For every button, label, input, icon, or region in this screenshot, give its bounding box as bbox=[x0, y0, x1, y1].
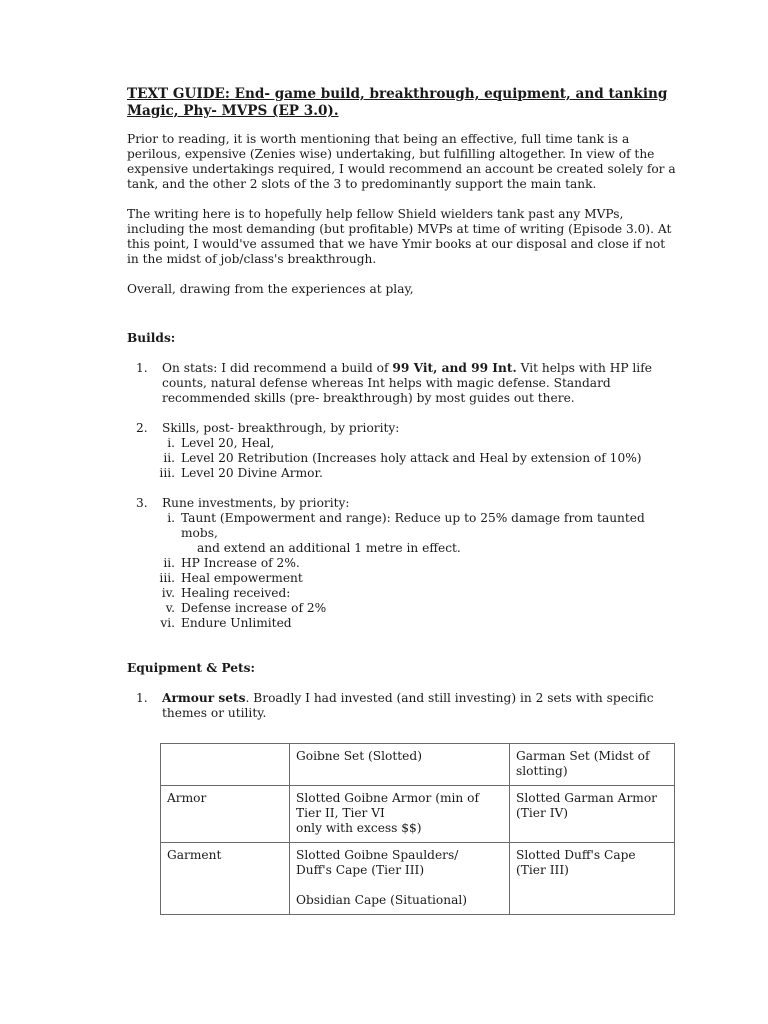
overall-paragraph: Overall, drawing from the experiences at play, bbox=[127, 282, 414, 296]
table-row: Armor Slotted Goibne Armor (min of Tier II, Tier VI only with excess $$) Slotted Garman Armor (Tier IV) bbox=[161, 786, 675, 843]
intro-paragraph: Prior to reading, it is worth mentioning that being an effective, full time tank is a perilous, expensive (Zenies wise) undertaking, but fulfilling altogether. In view of the expensive undertakings required, I would recommend an account be created solely for a tank, and the other 2 slots of the 3 to predominantly support the main tank. bbox=[127, 132, 676, 191]
list-item: iii. Heal empowerment bbox=[159, 571, 303, 585]
list-item: iii. Level 20 Divine Armor. bbox=[159, 466, 323, 480]
builds-heading: Builds: bbox=[127, 331, 176, 345]
list-item: i. Taunt (Empowerment and range): Reduce up to 25% damage from taunted mobs, and extend an additional 1 metre in effect. bbox=[167, 511, 645, 555]
list-item: 2. Skills, post- breakthrough, by priority: i. Level 20, Heal, ii. Level 20 Retribution (Increases holy attack and Heal by extension of 10%) iii. Level 20 Divine Armor. bbox=[127, 421, 679, 481]
list-item: i. Level 20, Heal, bbox=[167, 436, 275, 450]
list-item: 3. Rune investments, by priority: i. Taunt (Empowerment and range): Reduce up to 25% damage from taunted mobs, and extend an additional 1 metre in effect. ii. HP Increase of 2%. iii. Heal empowerment iv. Healing received: v. Defense increase of 2% vi. Endure Unlimited bbox=[127, 496, 679, 631]
document-title: TEXT GUIDE: End- game build, breakthrough, equipment, and tanking Magic, Phy- MVPS (EP 3.0). bbox=[127, 86, 668, 119]
equipment-heading: Equipment & Pets: bbox=[127, 661, 256, 675]
list-item: ii. Level 20 Retribution (Increases holy attack and Heal by extension of 10%) bbox=[163, 451, 642, 465]
document-page bbox=[127, 86, 679, 915]
builds-list bbox=[127, 361, 679, 631]
list-item: ii. HP Increase of 2%. bbox=[163, 556, 300, 570]
equipment-list bbox=[127, 691, 679, 721]
skills-sublist bbox=[127, 436, 679, 481]
armour-sets-table bbox=[160, 743, 675, 915]
list-item: v. Defense increase of 2% bbox=[165, 601, 327, 615]
purpose-paragraph: The writing here is to hopefully help fellow Shield wielders tank past any MVPs, including the most demanding (but profitable) MVPs at time of writing (Episode 3.0). At this point, I would've assumed that we have Ymir books at our disposal and close if not in the midst of job/class's breakthrough. bbox=[127, 207, 672, 266]
list-item: 1. Armour sets. Broadly I had invested (and still investing) in 2 sets with specific themes or utility. bbox=[136, 691, 654, 720]
table-row: Garment Slotted Goibne Spaulders/ Duff's Cape (Tier III) Obsidian Cape (Situational) Slotted Duff's Cape (Tier III) bbox=[161, 843, 675, 915]
table-row: Goibne Set (Slotted) Garman Set (Midst of slotting) bbox=[161, 744, 675, 786]
list-item: 1. On stats: I did recommend a build of 99 Vit, and 99 Int. Vit helps with HP life counts, natural defense whereas Int helps with magic defense. Standard recommended skills (pre- breakthrough) by most guides out there. bbox=[136, 361, 652, 405]
list-item: iv. Healing received: bbox=[161, 586, 291, 600]
runes-sublist bbox=[127, 511, 679, 631]
list-item: vi. Endure Unlimited bbox=[160, 616, 292, 630]
